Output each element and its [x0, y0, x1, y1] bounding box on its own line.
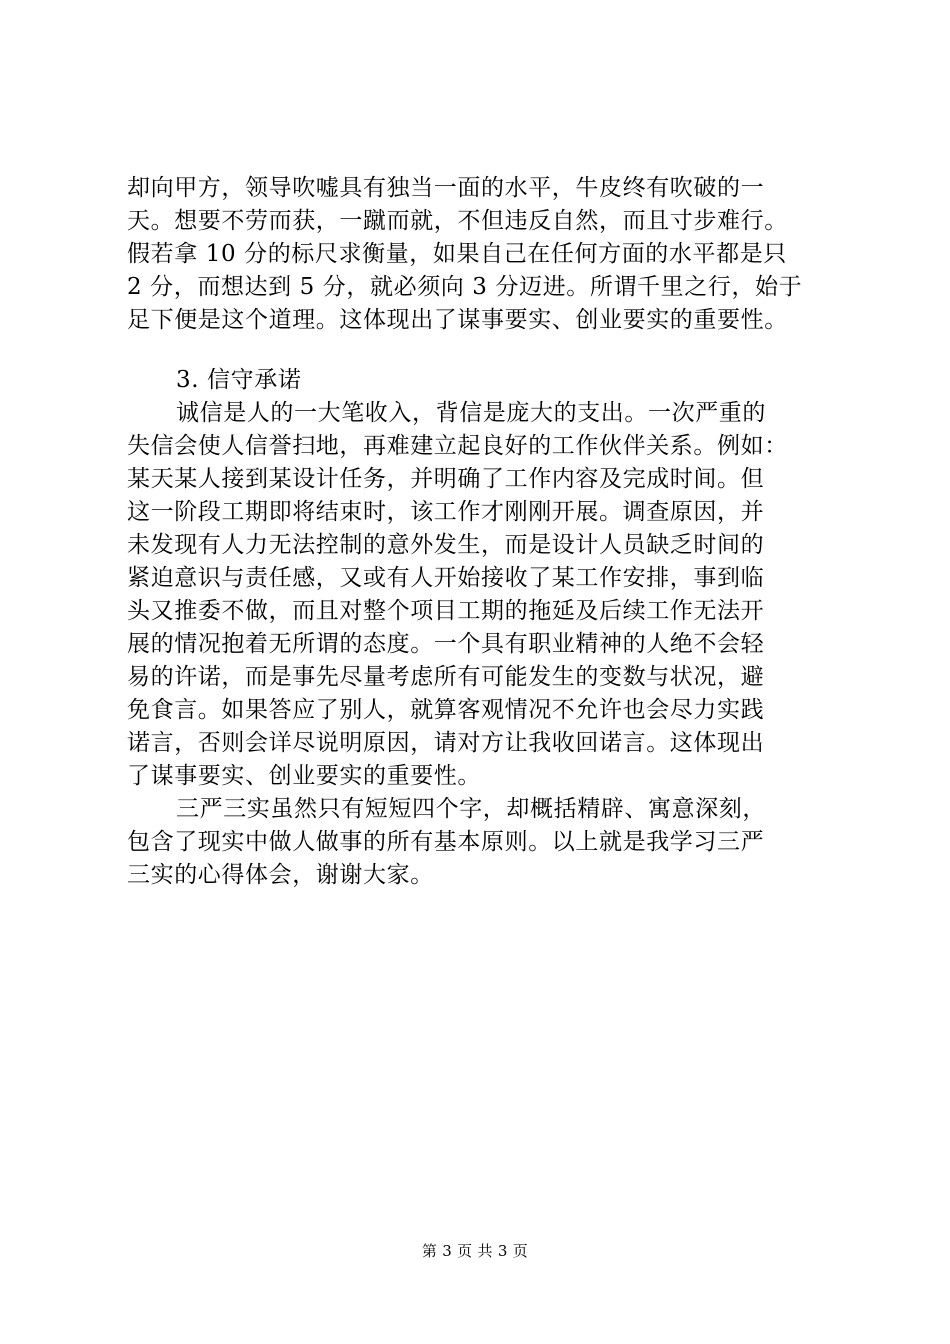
- text-line: 足下便是这个道理。这体现出了谋事要实、创业要实的重要性。: [127, 307, 788, 333]
- text-line: 易的许诺，而是事先尽量考虑所有可能发生的变数与状况，避: [127, 664, 765, 690]
- text-line: 未发现有人力无法控制的意外发生，而是设计人员缺乏时间的: [127, 532, 765, 558]
- text-line: 某天某人接到某设计任务，并明确了工作内容及完成时间。但: [127, 466, 765, 492]
- text-line: 失信会使人信誉扫地，再难建立起良好的工作伙伴关系。例如：: [127, 433, 788, 459]
- paragraph: [127, 397, 843, 793]
- text-line: 头又推委不做，而且对整个项目工期的拖延及后续工作无法开: [127, 598, 765, 624]
- paragraph-gap: [127, 337, 843, 364]
- text-line: 2 分，而想达到 5 分，就必须向 3 分迈进。所谓千里之行，始于: [127, 274, 803, 300]
- text-line: 诺言，否则会详尽说明原因，请对方让我收回诺言。这体现出: [127, 730, 765, 756]
- paragraph: [127, 172, 843, 337]
- document-body: [127, 172, 843, 892]
- page-footer: [0, 1241, 950, 1261]
- paragraph: [127, 793, 843, 892]
- text-line: 却向甲方，领导吹嘘具有独当一面的水平，牛皮终有吹破的一: [127, 175, 765, 201]
- text-line: 包含了现实中做人做事的所有基本原则。以上就是我学习三严: [127, 829, 765, 855]
- text-line: 三严三实虽然只有短短四个字，却概括精辟、寓意深刻，: [176, 796, 766, 822]
- page-number-label: 第 3 页 共 3 页: [421, 1242, 529, 1260]
- text-line: 假若拿 10 分的标尺求衡量，如果自己在任何方面的水平都是只: [127, 241, 787, 267]
- text-line: 这一阶段工期即将结束时，该工作才刚刚开展。调查原因，并: [127, 499, 765, 525]
- section-heading: 3. 信守承诺: [176, 367, 302, 393]
- text-line: 紧迫意识与责任感，又或有人开始接收了某工作安排，事到临: [127, 565, 765, 591]
- text-line: 免食言。如果答应了别人，就算客观情况不允许也会尽力实践: [127, 697, 765, 723]
- text-line: 天。想要不劳而获，一蹴而就，不但违反自然，而且寸步难行。: [127, 208, 788, 234]
- text-line: 展的情况抱着无所谓的态度。一个具有职业精神的人绝不会轻: [127, 631, 765, 657]
- text-line: 诚信是人的一大笔收入，背信是庞大的支出。一次严重的: [176, 400, 766, 426]
- text-line: 了谋事要实、创业要实的重要性。: [127, 763, 481, 789]
- text-line: 三实的心得体会，谢谢大家。: [127, 862, 434, 888]
